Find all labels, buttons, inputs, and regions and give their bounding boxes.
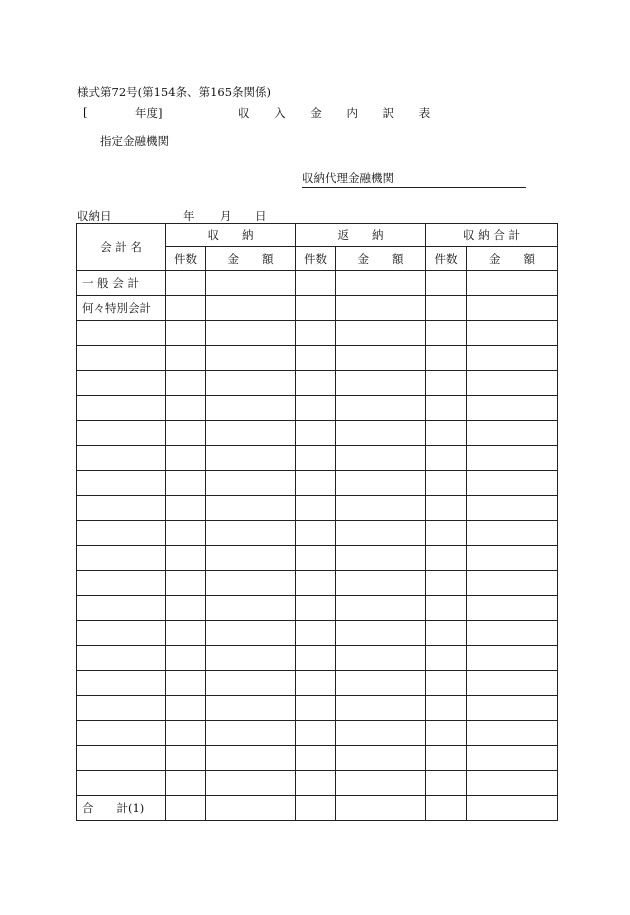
receipts-count-cell[interactable]: [166, 271, 206, 296]
table-row: [77, 446, 558, 471]
account-name-cell[interactable]: [77, 646, 166, 671]
table-row: [77, 721, 558, 746]
total-count-cell[interactable]: [426, 396, 467, 421]
refunds-amount-cell[interactable]: [336, 296, 426, 321]
total-count-cell[interactable]: [426, 371, 467, 396]
refunds-count-cell[interactable]: [296, 671, 336, 696]
table-row: [77, 371, 558, 396]
refunds-count-cell[interactable]: [296, 296, 336, 321]
refunds-amount-cell[interactable]: [336, 396, 426, 421]
refunds-amount-cell[interactable]: [336, 546, 426, 571]
refunds-amount-cell[interactable]: [336, 571, 426, 596]
table-row: [77, 671, 558, 696]
refunds-count-cell[interactable]: [296, 521, 336, 546]
fiscal-year-label: 年度]: [135, 106, 163, 120]
receipts-amount-cell[interactable]: [206, 621, 296, 646]
receipts-amount-cell[interactable]: [206, 521, 296, 546]
refunds-count-cell[interactable]: [296, 771, 336, 796]
total-amount-cell[interactable]: [467, 496, 558, 521]
account-name-cell[interactable]: [77, 721, 166, 746]
total-count-cell[interactable]: [426, 421, 467, 446]
refunds-amount-cell[interactable]: [336, 371, 426, 396]
receipts-count-cell[interactable]: [166, 396, 206, 421]
receipts-amount-cell[interactable]: [206, 796, 296, 821]
receipts-count-cell[interactable]: [166, 646, 206, 671]
total-count-cell[interactable]: [426, 746, 467, 771]
receipts-amount-cell[interactable]: [206, 746, 296, 771]
receipts-group-header: 収 納: [166, 224, 296, 247]
refunds-amount-cell[interactable]: [336, 596, 426, 621]
total-count-cell[interactable]: [426, 521, 467, 546]
receipts-amount-cell[interactable]: [206, 571, 296, 596]
table-row: [77, 421, 558, 446]
receipts-amount-cell[interactable]: [206, 446, 296, 471]
account-name-cell[interactable]: [77, 571, 166, 596]
total-count-cell[interactable]: [426, 796, 467, 821]
total-count-cell[interactable]: [426, 671, 467, 696]
receipts-count-cell[interactable]: [166, 696, 206, 721]
refunds-count-cell[interactable]: [296, 421, 336, 446]
receipts-amount-cell[interactable]: [206, 546, 296, 571]
refunds-count-cell[interactable]: [296, 321, 336, 346]
account-name-cell[interactable]: [77, 471, 166, 496]
refunds-amount-cell[interactable]: [336, 346, 426, 371]
agent-bank-field[interactable]: [302, 170, 526, 188]
table-row: [77, 546, 558, 571]
refunds-amount-cell[interactable]: [336, 796, 426, 821]
account-name-cell[interactable]: [77, 671, 166, 696]
total-amount-cell[interactable]: [467, 321, 558, 346]
receipts-amount-cell[interactable]: [206, 346, 296, 371]
refunds-count-cell[interactable]: [296, 471, 336, 496]
receipts-amount-cell[interactable]: [206, 321, 296, 346]
refunds-count-header: 件数: [296, 247, 336, 271]
refunds-count-cell[interactable]: [296, 721, 336, 746]
account-name-cell[interactable]: [77, 446, 166, 471]
account-name-cell[interactable]: [77, 421, 166, 446]
receipts-count-cell[interactable]: [166, 371, 206, 396]
table-row: [77, 496, 558, 521]
account-name-cell[interactable]: [77, 621, 166, 646]
refunds-count-cell[interactable]: [296, 571, 336, 596]
account-name-cell[interactable]: [77, 496, 166, 521]
total-count-cell[interactable]: [426, 471, 467, 496]
table-row: [77, 796, 558, 821]
table-row: [77, 746, 558, 771]
total-amount-cell[interactable]: [467, 771, 558, 796]
receipts-amount-cell[interactable]: [206, 771, 296, 796]
account-name-cell[interactable]: 合 計(1): [77, 796, 166, 821]
receipts-count-cell[interactable]: [166, 446, 206, 471]
total-amount-cell[interactable]: [467, 421, 558, 446]
table-row: [77, 596, 558, 621]
table-row: [77, 471, 558, 496]
account-name-cell[interactable]: [77, 546, 166, 571]
refunds-amount-cell[interactable]: [336, 521, 426, 546]
refunds-amount-cell[interactable]: [336, 421, 426, 446]
total-count-cell[interactable]: [426, 621, 467, 646]
agent-bank-label: 収納代理金融機関: [302, 171, 394, 185]
account-name-cell[interactable]: [77, 346, 166, 371]
receipts-count-cell[interactable]: [166, 571, 206, 596]
receipts-count-cell[interactable]: [166, 496, 206, 521]
receipts-count-cell[interactable]: [166, 321, 206, 346]
receipts-count-cell[interactable]: [166, 346, 206, 371]
refunds-count-cell[interactable]: [296, 371, 336, 396]
refunds-count-cell[interactable]: [296, 346, 336, 371]
account-name-cell[interactable]: [77, 521, 166, 546]
total-count-cell[interactable]: [426, 321, 467, 346]
refunds-amount-header: 金 額: [336, 247, 426, 271]
total-count-cell[interactable]: [426, 696, 467, 721]
total-amount-cell[interactable]: [467, 521, 558, 546]
total-amount-cell[interactable]: [467, 646, 558, 671]
total-amount-cell[interactable]: [467, 796, 558, 821]
refunds-amount-cell[interactable]: [336, 621, 426, 646]
receipts-amount-cell[interactable]: [206, 396, 296, 421]
receipts-amount-cell[interactable]: [206, 696, 296, 721]
account-name-header: 会 計 名: [77, 224, 166, 271]
account-name-cell[interactable]: 何々特別会計: [77, 296, 166, 321]
receipts-count-cell[interactable]: [166, 796, 206, 821]
table-row: [77, 396, 558, 421]
total-count-cell[interactable]: [426, 771, 467, 796]
receipts-amount-cell[interactable]: [206, 296, 296, 321]
account-name-cell[interactable]: 一 般 会 計: [77, 271, 166, 296]
receipts-count-header: 件数: [166, 247, 206, 271]
account-name-cell[interactable]: [77, 396, 166, 421]
refunds-amount-cell[interactable]: [336, 721, 426, 746]
total-amount-cell[interactable]: [467, 346, 558, 371]
total-count-cell[interactable]: [426, 646, 467, 671]
page-title: 収 入 金 内 訳 表: [238, 106, 441, 120]
table-row: [77, 346, 558, 371]
refunds-amount-cell[interactable]: [336, 321, 426, 346]
total-amount-cell[interactable]: [467, 446, 558, 471]
total-count-header: 件数: [426, 247, 467, 271]
receipts-count-cell[interactable]: [166, 546, 206, 571]
receipts-amount-header: 金 額: [206, 247, 296, 271]
total-amount-cell[interactable]: [467, 721, 558, 746]
bracket-open: [: [83, 105, 88, 119]
refunds-count-cell[interactable]: [296, 396, 336, 421]
form-number: 様式第72号(第154条、第165条関係): [77, 85, 272, 99]
table-row: [77, 771, 558, 796]
total-amount-cell[interactable]: [467, 671, 558, 696]
total-count-cell[interactable]: [426, 496, 467, 521]
table-header-row: [77, 224, 558, 247]
receipts-amount-cell[interactable]: [206, 596, 296, 621]
refunds-count-cell[interactable]: [296, 546, 336, 571]
account-name-cell[interactable]: [77, 371, 166, 396]
receipts-amount-cell[interactable]: [206, 646, 296, 671]
receipts-count-cell[interactable]: [166, 521, 206, 546]
refunds-count-cell[interactable]: [296, 696, 336, 721]
refunds-count-cell[interactable]: [296, 446, 336, 471]
table-row: [77, 696, 558, 721]
total-amount-cell[interactable]: [467, 621, 558, 646]
refunds-count-cell[interactable]: [296, 796, 336, 821]
account-name-cell[interactable]: [77, 321, 166, 346]
receipts-amount-cell[interactable]: [206, 421, 296, 446]
total-amount-cell[interactable]: [467, 746, 558, 771]
receipts-count-cell[interactable]: [166, 671, 206, 696]
refunds-count-cell[interactable]: [296, 746, 336, 771]
total-amount-cell[interactable]: [467, 296, 558, 321]
table-row: [77, 571, 558, 596]
total-amount-cell[interactable]: [467, 546, 558, 571]
total-count-cell[interactable]: [426, 571, 467, 596]
total-amount-header: 金 額: [467, 247, 558, 271]
refunds-amount-cell[interactable]: [336, 696, 426, 721]
refunds-amount-cell[interactable]: [336, 746, 426, 771]
refunds-count-cell[interactable]: [296, 271, 336, 296]
table-row: [77, 296, 558, 321]
table-row: [77, 271, 558, 296]
total-amount-cell[interactable]: [467, 571, 558, 596]
receipts-count-cell[interactable]: [166, 771, 206, 796]
receipts-count-cell[interactable]: [166, 746, 206, 771]
designated-bank-label: 指定金融機関: [100, 134, 169, 148]
receipts-amount-cell[interactable]: [206, 721, 296, 746]
total-amount-cell[interactable]: [467, 596, 558, 621]
total-count-cell[interactable]: [426, 546, 467, 571]
table-row: [77, 646, 558, 671]
account-name-cell[interactable]: [77, 696, 166, 721]
account-name-cell[interactable]: [77, 771, 166, 796]
receipts-count-cell[interactable]: [166, 421, 206, 446]
total-count-cell[interactable]: [426, 346, 467, 371]
date-month-label: 月: [220, 209, 232, 223]
total-amount-cell[interactable]: [467, 696, 558, 721]
total-count-cell[interactable]: [426, 271, 467, 296]
refunds-amount-cell[interactable]: [336, 271, 426, 296]
refunds-amount-cell[interactable]: [336, 771, 426, 796]
refunds-count-cell[interactable]: [296, 646, 336, 671]
income-breakdown-table: [76, 223, 558, 821]
receipts-total-group-header: 収 納 合 計: [426, 224, 558, 247]
total-amount-cell[interactable]: [467, 396, 558, 421]
refunds-amount-cell[interactable]: [336, 496, 426, 521]
receipts-count-cell[interactable]: [166, 596, 206, 621]
refunds-amount-cell[interactable]: [336, 671, 426, 696]
receipts-count-cell[interactable]: [166, 296, 206, 321]
refunds-count-cell[interactable]: [296, 621, 336, 646]
table-row: [77, 621, 558, 646]
receipts-count-cell[interactable]: [166, 721, 206, 746]
total-amount-cell[interactable]: [467, 271, 558, 296]
receipt-date-label: 収納日: [77, 209, 112, 223]
total-amount-cell[interactable]: [467, 471, 558, 496]
refunds-amount-cell[interactable]: [336, 471, 426, 496]
receipts-count-cell[interactable]: [166, 621, 206, 646]
receipts-amount-cell[interactable]: [206, 371, 296, 396]
receipts-count-cell[interactable]: [166, 471, 206, 496]
date-year-label: 年: [183, 209, 195, 223]
account-name-cell[interactable]: [77, 746, 166, 771]
total-amount-cell[interactable]: [467, 371, 558, 396]
refunds-group-header: 返 納: [296, 224, 426, 247]
total-count-cell[interactable]: [426, 296, 467, 321]
receipts-amount-cell[interactable]: [206, 471, 296, 496]
account-name-cell[interactable]: [77, 596, 166, 621]
receipts-amount-cell[interactable]: [206, 271, 296, 296]
total-count-cell[interactable]: [426, 596, 467, 621]
refunds-amount-cell[interactable]: [336, 646, 426, 671]
receipts-amount-cell[interactable]: [206, 671, 296, 696]
receipts-amount-cell[interactable]: [206, 496, 296, 521]
refunds-amount-cell[interactable]: [336, 446, 426, 471]
refunds-count-cell[interactable]: [296, 596, 336, 621]
total-count-cell[interactable]: [426, 446, 467, 471]
total-count-cell[interactable]: [426, 721, 467, 746]
table-row: [77, 521, 558, 546]
date-day-label: 日: [255, 209, 267, 223]
refunds-count-cell[interactable]: [296, 496, 336, 521]
table-row: [77, 321, 558, 346]
